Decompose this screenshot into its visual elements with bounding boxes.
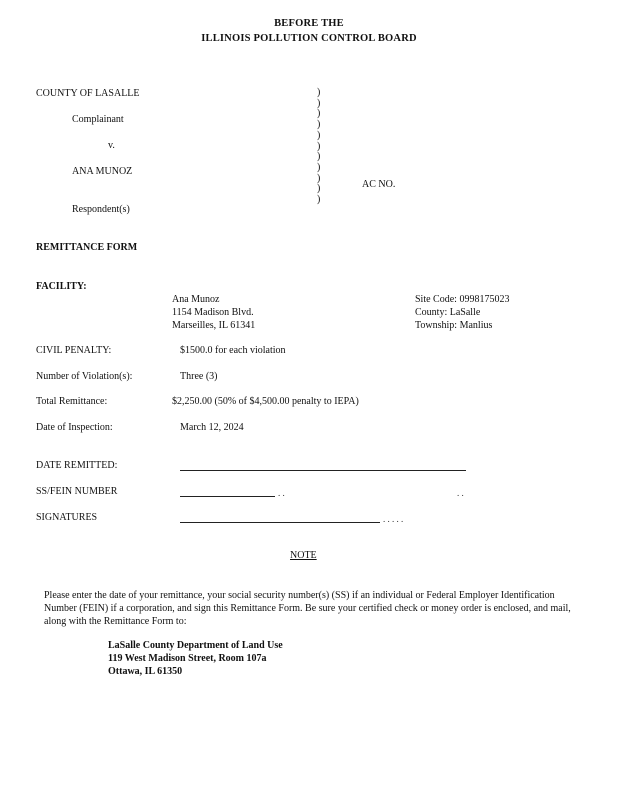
note-heading: NOTE [290,550,317,561]
date-remitted-label: DATE REMITTED: [36,460,118,471]
violations-value: Three (3) [180,371,218,382]
inspection-date-value: March 12, 2024 [180,422,244,433]
form-title: REMITTANCE FORM [36,242,138,253]
site-county: County: LaSalle [415,307,481,318]
ss-fein-dots-right: . . [457,488,464,498]
civil-penalty-label: CIVIL PENALTY: [36,345,112,356]
mail-to-street: 119 West Madison Street, Room 107a [108,653,267,664]
complainant-role: Complainant [72,114,124,125]
mail-to-city: Ottawa, IL 61350 [108,666,183,677]
facility-owner: Ana Munoz [172,294,220,305]
respondent-role: Respondent(s) [72,204,130,215]
date-remitted-line[interactable] [180,470,466,471]
site-township: Township: Manlius [415,320,493,331]
civil-penalty-value: $1500.0 for each violation [180,345,286,356]
versus-label: v. [108,140,115,151]
signatures-dots: . . . . . [383,514,404,524]
ss-fein-dots-left: . . [278,488,285,498]
board-heading-line1: BEFORE THE [274,18,344,29]
mail-to-department: LaSalle County Department of Land Use [108,640,283,651]
ss-fein-label: SS/FEIN NUMBER [36,486,118,497]
violations-label: Number of Violation(s): [36,371,133,382]
facility-street: 1154 Madison Blvd. [172,307,254,318]
site-code: Site Code: 0998175023 [415,294,510,305]
board-heading-line2: ILLINOIS POLLUTION CONTROL BOARD [201,33,417,44]
complainant-name: COUNTY OF LASALLE [36,88,140,99]
ss-fein-line[interactable] [180,496,275,497]
signatures-label: SIGNATURES [36,512,98,523]
respondent-name: ANA MUNOZ [72,166,133,177]
note-body: Please enter the date of your remittance, your social security number(s) (SS) if an individual or Federal Employer Identification Number (FEIN) if a corporation, and sign this Remittance Form. Be sure your certified check or money order is enclosed, and mail, along with the Remittance Form to: [44,590,571,627]
facility-label: FACILITY: [36,281,87,292]
total-remittance-value: $2,250.00 (50% of $4,500.00 penalty to IEPA) [172,396,359,407]
facility-city: Marseilles, IL 61341 [172,320,256,331]
signatures-line[interactable] [180,522,380,523]
inspection-date-label: Date of Inspection: [36,422,113,433]
caption-parentheses: ) ) ) ) ) ) ) ) ) ) ) [317,87,321,206]
case-number-label: AC NO. [362,179,396,190]
total-remittance-label: Total Remittance: [36,396,108,407]
